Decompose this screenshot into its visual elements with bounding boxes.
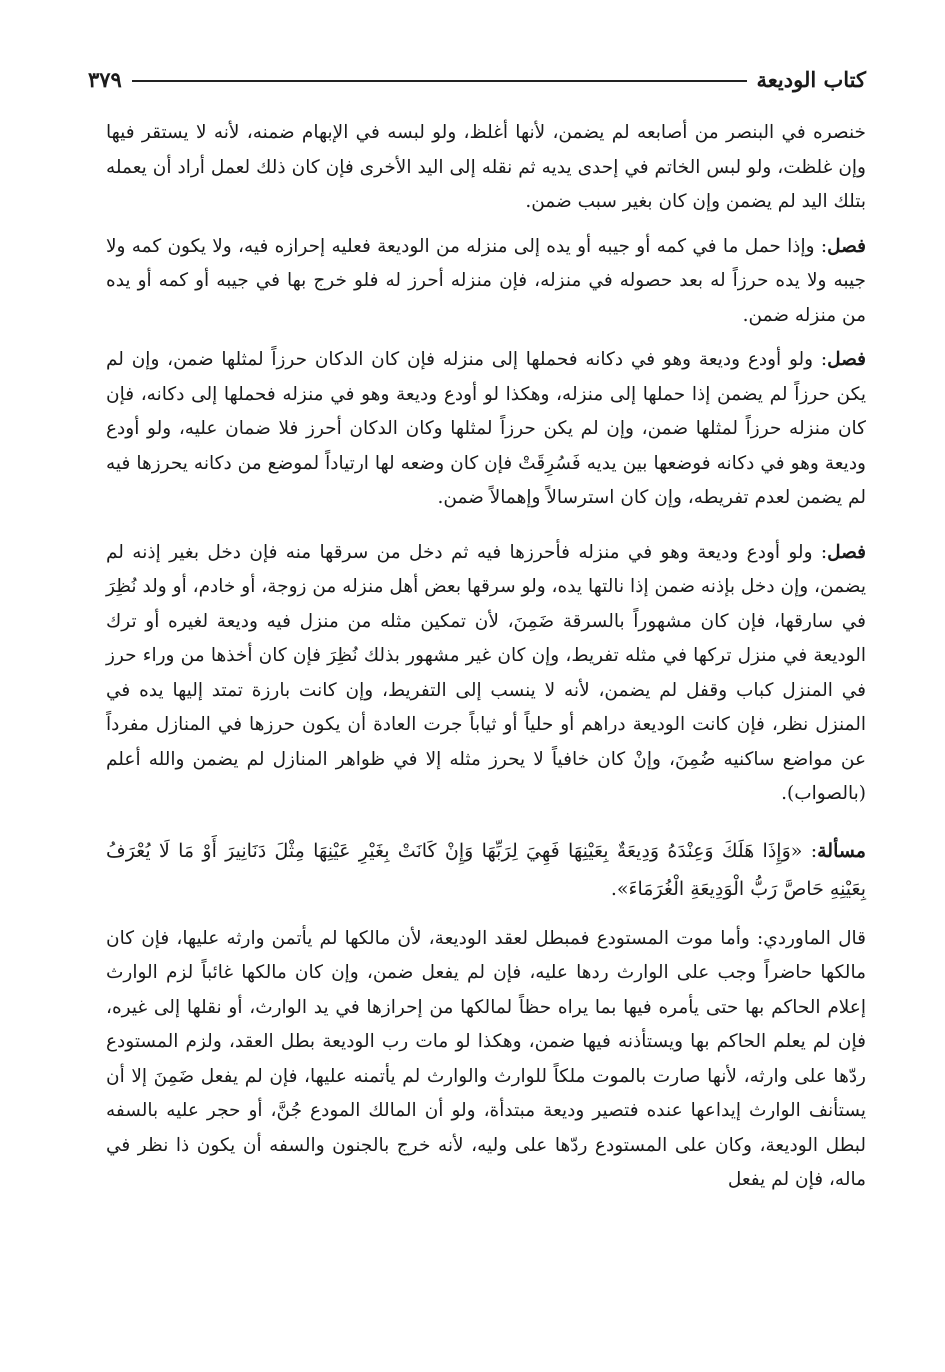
paragraph-text: قال الماوردي: وأما موت المستودع فمبطل لعقد الوديعة، لأن مالكها لم يأتمن وارثه عليها، فإن كان مالكها حاضراً وجب على الوارث ردها عليه، فإن لم يفعل ضمن، وإن كان مالكها غائباً لزم الوارث إعلام الحاكم بها حتى يأمره فيها بما يراه حظاً لمالكها من إحرازها في يد الوارث، أو نقلها إلى غيره، فإن لم يعلم الحاكم بها ويستأذنه فيها ضمن، وهكذا لو مات رب الوديعة بطل العقد، ولزم المستودع ردّها على وارثه، لأنها صارت بالموت ملكاً للوارث والوارث لم يأتمنه عليها، فإن لم يفعل ضَمِنَ إلا أن يستأنف الوارث إيداعها عنده فتصير وديعة مبتدأة، ولو أن المالك المودع جُنَّ، أو حجر عليه بالسفه لبطل الوديعة، وكان على المستودع ردّها على وليه، لأنه خرج بالجنون والسفه أن يكون ذا نظر في ماله، فإن لم يفعل — [106, 927, 866, 1190]
paragraph-5 — [106, 832, 866, 908]
paragraph-2 — [106, 230, 866, 334]
paragraph-3 — [106, 343, 866, 516]
quoted-text: : «وَإِذَا هَلَكَ وَعِنْدَهُ وَدِيعَةٌ بِعَيْنِهَا فَهِيَ لِرَبِّهَا وَإِنْ كَانَتْ بِغَيْرِ عَيْنِهَا مِثْلَ دَنَانِيرَ أَوْ مَا لَا يُعْرَفُ بِعَيْنِهِ حَاصَّ رَبُّ الْوَدِيعَةِ الْغُرَمَاءَ». — [106, 839, 866, 900]
paragraph-1 — [106, 116, 866, 220]
paragraph-text: : ولو أودع وديعة وهو في منزله فأحرزها فيه ثم دخل من سرقها منه فإن دخل بغير إذنه لم يضمن، وإن دخل بإذنه ضمن إذا نالتها يده، ولو سرقها بعض أهل منزله من زوجة، أو خادم، أو ولد نُظِرَ في سارقها، فإن كان مشهوراً بالسرقة ضَمِنَ، لأن تمكين مثله من منزل فيه وديعة لغيره أو ترك الوديعة في منزل تركها في مثله تفريط، وإن كان غير مشهور بذلك نُظِرَ فإن كان أخذها من وراء حرز في المنزل كباب وقفل لم يضمن، لأنه لا ينسب إلى التفريط، وإن كانت بارزة تمتد إليها يده في المنزل نظر، فإن كانت الوديعة دراهم أو حلياً أو ثياباً جرت العادة أن يكون حرزها في المنازل مفرداً عن مواضع ساكنيه ضُمِنَ، وإنْ كان خافياً لا يحرز مثله إلا في ظواهر المنازل لم يضمن والله أعلم (بالصواب). — [106, 541, 866, 804]
section-label: فصل — [827, 541, 866, 563]
section-label: فصل — [827, 235, 866, 257]
paragraph-4 — [106, 536, 866, 812]
page-number: ٣٧٩ — [88, 66, 122, 92]
paragraph-text: : وإذا حمل ما في كمه أو جيبه أو يده إلى منزله من الوديعة فعليه إحرازه فيه، ولا يكون كمه ولا جيبه ولا يده حرزاً له بعد حصوله في منزله، فإن منزله أحرز له فلو خرج بها في جيبه أو كمه أو يده من منزله ضمن. — [106, 235, 866, 326]
paragraph-text: خنصره في البنصر من أصابعه لم يضمن، لأنها أغلظ، ولو لبسه في الإبهام ضمنه، لأنه لا يستقر فيها وإن غلظت، ولو لبس الخاتم في إحدى يديه ثم نقله إلى اليد الأخرى فإن كان ذلك لعمل أراد أن يعمله بتلك اليد لم يضمن وإن كان بغير سبب ضمن. — [106, 122, 866, 212]
section-label: فصل — [827, 349, 866, 370]
paragraph-6 — [106, 922, 866, 1198]
chapter-title: كتاب الوديعة — [756, 66, 866, 92]
page-body — [106, 116, 866, 1198]
paragraph-text: : ولو أودع وديعة وهو في دكانه فحملها إلى منزله فإن كان الدكان حرزاً لمثلها ضمن، وإن لم يكن حرزاً لم يضمن إذا حملها إلى منزله، وهكذا لو أودع وديعة وهو في منزله فحملها إلى دكانه، فإن كان منزله حرزاً لمثلها ضمن، وإن لم يكن حرزاً لمثلها وكان الدكان أحرز فلا ضمان عليه، ولو أودع وديعة وهو في دكانه فوضعها بين يديه فَسُرِقَتْ فإن كان وضعه لها ارتياداً لموضع من دكانه يحرزها فيه لم يضمن لعدم تفريطه، وإن كان استرسالاً وإهمالاً ضمن. — [106, 349, 866, 508]
issue-label: مسألة — [817, 839, 866, 862]
page-header — [88, 62, 866, 96]
header-rule — [132, 80, 747, 82]
